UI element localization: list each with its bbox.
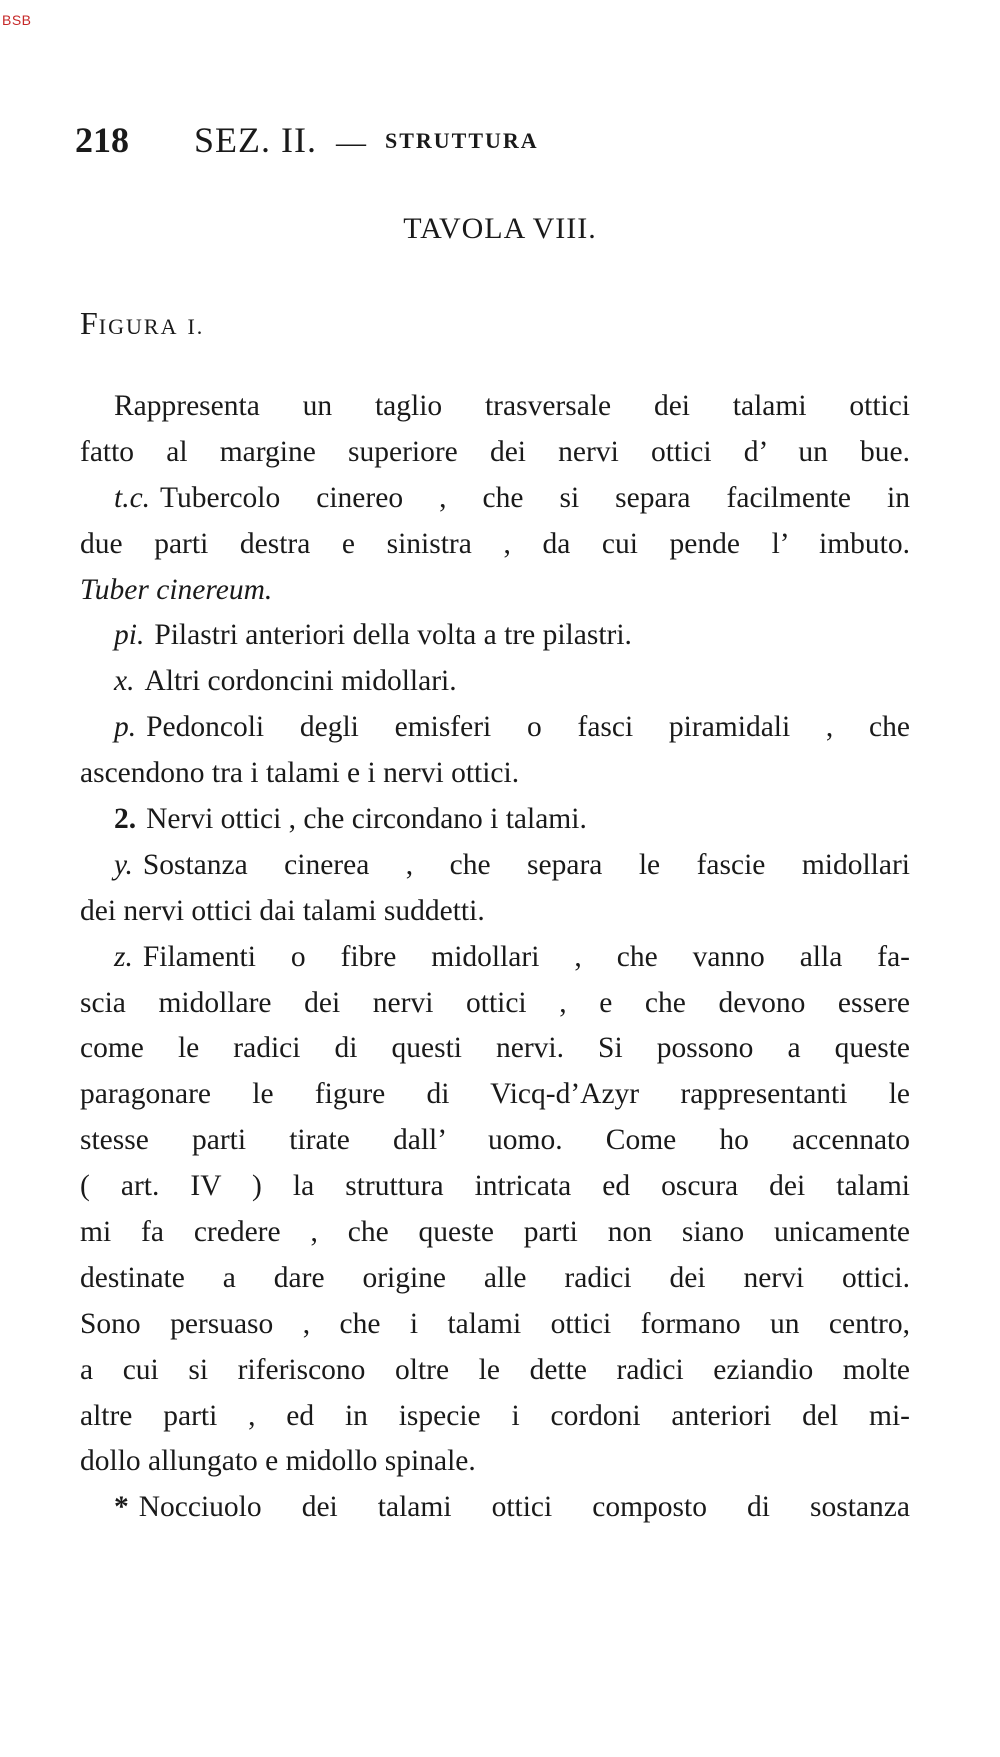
plate-title: TAVOLA VIII.: [403, 212, 597, 245]
text-line: Rappresenta un taglio trasversale dei talami ottici: [114, 390, 910, 422]
text-line: [80, 797, 910, 843]
figure-key-text: Pilastri anteriori della volta a tre pilastri.: [154, 619, 632, 652]
figure-key-label: pi.: [114, 619, 145, 652]
figure-key-text: Sostanza cinerea , che separa le fascie midollari: [142, 848, 910, 881]
figure-key-text: Tubercolo cinereo , che si separa facilmente in: [160, 481, 910, 514]
figure-label-number: I.: [187, 314, 205, 339]
text-line: altre parti , ed in ispecie i cordoni anteriori del mi-: [80, 1399, 910, 1432]
figure-key-text: Filamenti o fibre midollari , che vanno alla fa-: [142, 940, 910, 973]
header-title: STRUTTURA: [384, 128, 539, 153]
text-line: [80, 568, 910, 614]
text-line: [80, 843, 910, 889]
text-line: [80, 476, 910, 522]
page-number: 218: [75, 120, 129, 160]
text-line: [80, 705, 910, 751]
text-line: [80, 935, 910, 981]
figure-label-word: IGURA: [98, 314, 179, 339]
figure-label-initial: F: [80, 305, 99, 341]
library-watermark: BSB: [2, 12, 32, 28]
latin-term: Tuber cinereum.: [80, 573, 273, 606]
text-line: dollo allungato e midollo spinale.: [80, 1445, 476, 1478]
text-line: stesse parti tirate dall’ uomo. Come ho accennato: [80, 1124, 910, 1157]
text-line: Sono persuaso , che i talami ottici formano un centro,: [80, 1307, 910, 1340]
figure-key-label: y.: [114, 848, 133, 881]
body-text: [80, 384, 910, 1531]
text-line: due parti destra e sinistra , da cui pende l’ imbuto.: [80, 527, 910, 560]
text-line: scia midollare dei nervi ottici , e che devono essere: [80, 986, 910, 1019]
figure-key-text: Nocciuolo dei talami ottici composto di sostanza: [138, 1491, 910, 1524]
text-line: mi fa credere , che queste parti non siano unicamente: [80, 1216, 910, 1249]
figure-key-label: p.: [114, 711, 137, 744]
figure-key-text: Pedoncoli degli emisferi o fasci piramidali , che: [146, 711, 910, 744]
text-line: fatto al margine superiore dei nervi ottici d’ un bue.: [80, 435, 910, 468]
text-line: paragonare le figure di Vicq-d’Azyr rappresentanti le: [80, 1078, 910, 1111]
text-line: dei nervi ottici dai talami suddetti.: [80, 894, 485, 927]
text-line: a cui si riferiscono oltre le dette radici eziandio molte: [80, 1353, 910, 1386]
text-line: destinate a dare origine alle radici dei nervi ottici.: [80, 1261, 910, 1294]
footnote-asterisk: *: [114, 1491, 129, 1524]
figure-key-text: Nervi ottici , che circondano i talami.: [146, 803, 587, 836]
text-line: come le radici di questi nervi. Si possono a queste: [80, 1032, 910, 1065]
figure-key-label: t.c.: [114, 481, 151, 514]
figure-key-label: x.: [114, 665, 135, 698]
text-line: ( art. IV ) la struttura intricata ed oscura dei talami: [80, 1170, 910, 1203]
text-line: [80, 1485, 910, 1531]
running-header: [75, 118, 935, 165]
text-line: [80, 659, 910, 705]
text-line: ascendono tra i talami e i nervi ottici.: [80, 757, 520, 790]
figure-key-label: 2.: [114, 803, 137, 836]
section-label: SEZ. II.: [194, 120, 317, 160]
figure-label: [80, 305, 204, 342]
header-dash: —: [335, 126, 366, 159]
figure-key-text: Altri cordoncini midollari.: [144, 665, 457, 698]
text-line: [80, 613, 910, 659]
figure-key-label: z.: [114, 940, 133, 973]
